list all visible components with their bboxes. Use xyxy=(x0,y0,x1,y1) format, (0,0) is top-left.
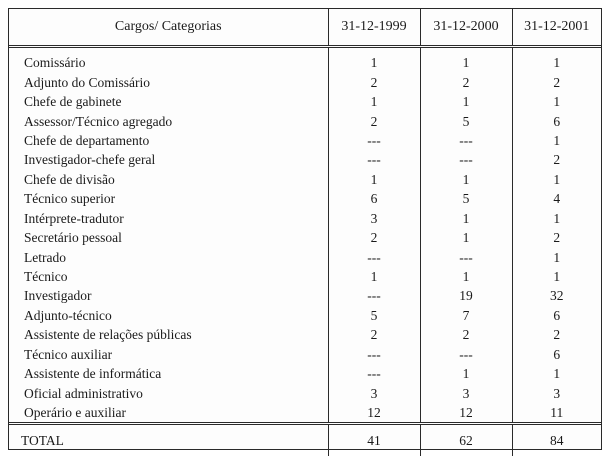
cell-1999: 3 xyxy=(328,209,420,228)
cell-1999: 2 xyxy=(328,111,420,130)
cell-2001: 2 xyxy=(512,72,601,91)
cell-2000: 5 xyxy=(420,111,512,130)
header-year-2000: 31-12-2000 xyxy=(420,9,512,47)
row-label: Técnico superior xyxy=(24,191,116,207)
table-row xyxy=(9,383,601,402)
cell-2001: 4 xyxy=(512,189,601,208)
table-row xyxy=(9,403,601,424)
row-label: Assistente de informática xyxy=(24,366,162,382)
table-row xyxy=(9,306,601,325)
cell-1999: --- xyxy=(328,247,420,266)
row-label: Adjunto do Comissário xyxy=(24,74,151,90)
table-row xyxy=(9,345,601,364)
row-label: Chefe de gabinete xyxy=(24,94,122,110)
cell-2001: 1 xyxy=(512,247,601,266)
cell-2000: 1 xyxy=(420,47,512,73)
table-row xyxy=(9,325,601,344)
row-label: Chefe de divisão xyxy=(24,171,115,187)
cell-1999: 5 xyxy=(328,306,420,325)
cell-2001: 1 xyxy=(512,92,601,111)
table-row xyxy=(9,150,601,169)
row-label: Investigador xyxy=(24,288,92,304)
table-header-row xyxy=(9,9,601,47)
cell-2000: 2 xyxy=(420,325,512,344)
table-row xyxy=(9,247,601,266)
cell-1999: --- xyxy=(328,150,420,169)
table-row xyxy=(9,209,601,228)
row-label: Chefe de departamento xyxy=(24,132,150,148)
cell-2000: 3 xyxy=(420,383,512,402)
cell-2001: 3 xyxy=(512,383,601,402)
cell-1999: --- xyxy=(328,345,420,364)
cell-2000: 1 xyxy=(420,92,512,111)
cell-2000: --- xyxy=(420,131,512,150)
cell-2000: 2 xyxy=(420,72,512,91)
table-body xyxy=(9,47,601,424)
cell-2000: --- xyxy=(420,345,512,364)
row-label: Intérprete-tradutor xyxy=(24,210,124,226)
row-label: Comissário xyxy=(24,55,86,71)
total-1999: 41 xyxy=(328,424,420,457)
cell-2001: 6 xyxy=(512,345,601,364)
cell-1999: 1 xyxy=(328,47,420,73)
total-row xyxy=(9,424,601,457)
row-label: Investigador-chefe geral xyxy=(24,152,156,168)
header-year-2001: 31-12-2001 xyxy=(512,9,601,47)
cell-1999: 6 xyxy=(328,189,420,208)
row-label: Técnico xyxy=(24,269,68,285)
cell-2001: 1 xyxy=(512,47,601,73)
cell-2000: --- xyxy=(420,247,512,266)
table-row xyxy=(9,72,601,91)
cell-2001: 1 xyxy=(512,131,601,150)
table-row xyxy=(9,92,601,111)
table-row xyxy=(9,189,601,208)
total-2001: 84 xyxy=(512,424,601,457)
cell-2001: 1 xyxy=(512,267,601,286)
cell-2000: 7 xyxy=(420,306,512,325)
cell-1999: 3 xyxy=(328,383,420,402)
table-row xyxy=(9,170,601,189)
cell-2000: 1 xyxy=(420,364,512,383)
cell-2000: 1 xyxy=(420,228,512,247)
cell-1999: 1 xyxy=(328,92,420,111)
table-row xyxy=(9,267,601,286)
cell-1999: 2 xyxy=(328,228,420,247)
table-row xyxy=(9,131,601,150)
row-label: Assessor/Técnico agregado xyxy=(24,113,173,129)
table-row xyxy=(9,228,601,247)
cell-2000: 12 xyxy=(420,403,512,424)
cell-1999: --- xyxy=(328,131,420,150)
cell-2000: 1 xyxy=(420,209,512,228)
cell-1999: 12 xyxy=(328,403,420,424)
staff-table xyxy=(9,9,601,456)
row-label: Adjunto-técnico xyxy=(24,307,112,323)
row-label: Oficial administrativo xyxy=(24,385,143,401)
cell-2000: --- xyxy=(420,150,512,169)
cell-2001: 6 xyxy=(512,111,601,130)
row-label: Assistente de relações públicas xyxy=(24,327,192,343)
cell-2001: 6 xyxy=(512,306,601,325)
table-row xyxy=(9,111,601,130)
cell-2000: 5 xyxy=(420,189,512,208)
table-row xyxy=(9,364,601,383)
cell-2001: 2 xyxy=(512,228,601,247)
cell-2001: 11 xyxy=(512,403,601,424)
cell-1999: 2 xyxy=(328,72,420,91)
table-row xyxy=(9,47,601,73)
cell-2001: 1 xyxy=(512,209,601,228)
cell-1999: 1 xyxy=(328,170,420,189)
row-label: Técnico auxiliar xyxy=(24,346,113,362)
row-label: Secretário pessoal xyxy=(24,230,122,246)
cell-2001: 32 xyxy=(512,286,601,305)
header-year-1999: 31-12-1999 xyxy=(328,9,420,47)
cell-1999: --- xyxy=(328,286,420,305)
cell-2000: 19 xyxy=(420,286,512,305)
cell-2001: 2 xyxy=(512,325,601,344)
cell-1999: --- xyxy=(328,364,420,383)
cell-1999: 1 xyxy=(328,267,420,286)
cell-2000: 1 xyxy=(420,170,512,189)
cell-2000: 1 xyxy=(420,267,512,286)
row-label: Operário e auxiliar xyxy=(24,405,126,421)
cell-2001: 2 xyxy=(512,150,601,169)
staff-table-container xyxy=(8,8,602,450)
cell-1999: 2 xyxy=(328,325,420,344)
table-row xyxy=(9,286,601,305)
cell-2001: 1 xyxy=(512,170,601,189)
cell-2001: 1 xyxy=(512,364,601,383)
total-label: TOTAL xyxy=(9,424,328,457)
total-2000: 62 xyxy=(420,424,512,457)
header-category: Cargos/ Categorias xyxy=(9,9,328,47)
row-label: Letrado xyxy=(24,249,66,265)
